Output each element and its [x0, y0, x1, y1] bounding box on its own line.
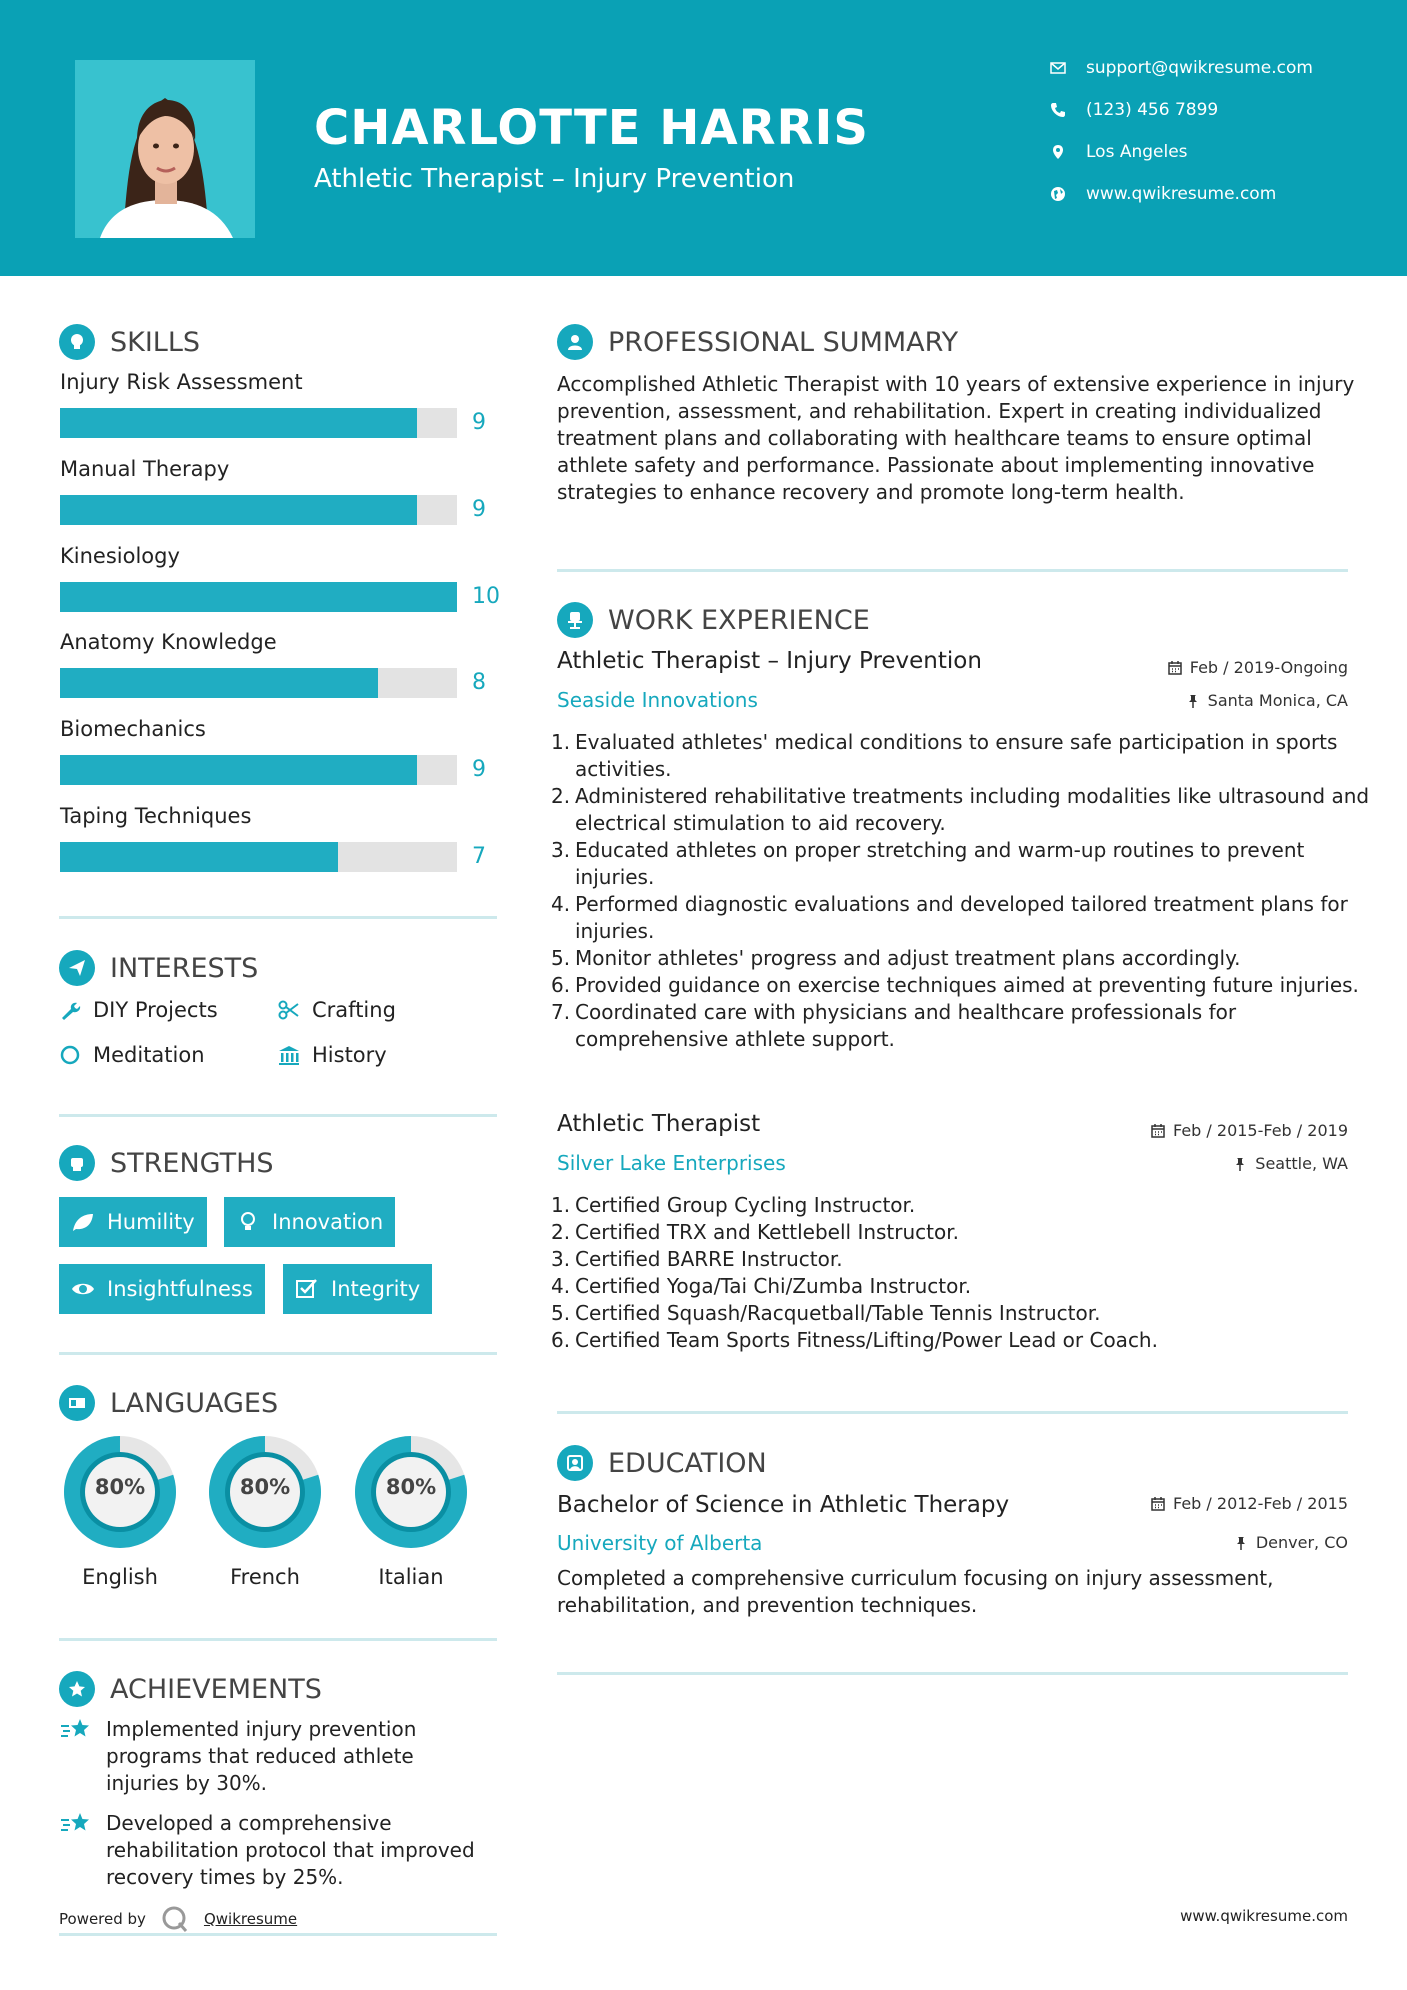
shooting-star-icon [60, 1810, 92, 1838]
achievement-line: injuries by 30%. [106, 1771, 268, 1795]
qwikresume-link[interactable]: Qwikresume [203, 1910, 298, 1928]
achievement-line: recovery times by 25%. [106, 1865, 344, 1889]
star-icon [59, 1671, 95, 1707]
lightbulb-icon [59, 324, 95, 360]
skill-score: 9 [472, 497, 486, 522]
job-bullet: Coordinated care with physicians and healthcare professionals for comprehensive athlete support. [575, 1000, 1237, 1051]
phone-icon [1050, 102, 1066, 118]
job-bullet: Administered rehabilitative treatments including modalities like ultrasound and electrical stimulation to aid recovery. [575, 784, 1370, 835]
interest-item: Crafting [278, 998, 396, 1022]
strength-tag: Integrity [283, 1264, 432, 1314]
summary-heading: PROFESSIONAL SUMMARY [557, 324, 958, 360]
pushpin-icon [1186, 694, 1200, 708]
job-bullet: Educated athletes on proper stretching and warm-up routines to prevent injuries. [575, 838, 1305, 889]
office-chair-icon [557, 602, 593, 638]
skill-bar-fill [60, 495, 417, 525]
interest-item: DIY Projects [59, 998, 218, 1022]
job-bullet: Certified TRX and Kettlebell Instructor. [575, 1220, 959, 1244]
section-divider [59, 1933, 497, 1936]
skill-bar-fill [60, 755, 417, 785]
summary-text: Accomplished Athletic Therapist with 10 years of extensive experience in injury prevention, assessment, and rehabilitation. Expert in creating individualized treatment plans and collaborating with healthcare teams to ensure optimal athlete safety and performance. Passionate about implementing innovative strategies to enhance recovery and promote long-term health. [557, 372, 1355, 504]
skill-label: Kinesiology [60, 544, 180, 568]
skill-bar [60, 755, 457, 785]
interest-item: History [278, 1043, 387, 1067]
shooting-star-icon [60, 1716, 92, 1744]
section-divider [59, 1352, 497, 1355]
skill-label: Anatomy Knowledge [60, 630, 277, 654]
job-bullet: Certified Yoga/Tai Chi/Zumba Instructor. [575, 1274, 972, 1298]
contact-website[interactable] [1050, 184, 1276, 204]
skill-label: Manual Therapy [60, 457, 230, 481]
skill-label: Taping Techniques [60, 804, 252, 828]
job-bullet: Provided guidance on exercise techniques aimed at preventing future injuries. [575, 973, 1359, 997]
contact-email-text: support@qwikresume.com [1086, 58, 1313, 78]
footer-website[interactable]: www.qwikresume.com [1180, 1907, 1348, 1925]
language-donut [350, 1431, 472, 1553]
achievement-item [60, 1716, 416, 1797]
job-bullets [557, 729, 1375, 1053]
strength-tag: Innovation [224, 1197, 395, 1247]
contact-website-text: www.qwikresume.com [1086, 184, 1277, 204]
job-bullet: Certified Group Cycling Instructor. [575, 1193, 916, 1217]
language-name: French [230, 1565, 300, 1589]
fist-icon [59, 1145, 95, 1181]
job-bullet: Performed diagnostic evaluations and developed tailored treatment plans for injuries. [575, 892, 1348, 943]
calendar-icon [1151, 1497, 1165, 1511]
scissors-icon [278, 999, 300, 1021]
education-date: Feb / 2012-Feb / 2015 [1151, 1494, 1348, 1513]
map-pin-icon [1050, 144, 1066, 160]
skill-bar-fill [60, 582, 457, 612]
header-banner [0, 0, 1407, 276]
user-icon [557, 324, 593, 360]
interests-heading: INTERESTS [59, 950, 258, 986]
candidate-name: CHARLOTTE HARRIS [314, 100, 869, 156]
achievement-line: rehabilitation protocol that improved [106, 1838, 475, 1862]
language-percent: 80% [239, 1475, 291, 1499]
graduate-icon [557, 1445, 593, 1481]
lightbulb-icon [236, 1211, 260, 1233]
degree-title: Bachelor of Science in Athletic Therapy [557, 1492, 1010, 1518]
language-card-icon [59, 1385, 95, 1421]
skill-bar-fill [60, 668, 378, 698]
job-location: Santa Monica, CA [1186, 691, 1348, 710]
section-divider [59, 1114, 497, 1117]
education-heading: EDUCATION [557, 1445, 767, 1481]
calendar-icon [1151, 1124, 1165, 1138]
skill-label: Biomechanics [60, 717, 206, 741]
job-bullet: Evaluated athletes' medical conditions to ensure safe participation in sports activities. [575, 730, 1338, 781]
skill-score: 10 [472, 584, 500, 609]
museum-icon [278, 1044, 300, 1066]
strengths-heading: STRENGTHS [59, 1145, 274, 1181]
skill-score: 9 [472, 757, 486, 782]
achievements-heading: ACHIEVEMENTS [59, 1671, 322, 1707]
leaf-icon [71, 1211, 95, 1233]
skill-bar [60, 495, 457, 525]
job-bullet: Monitor athletes' progress and adjust treatment plans accordingly. [575, 946, 1241, 970]
skill-score: 9 [472, 410, 486, 435]
job-bullet: Certified Squash/Racquetball/Table Tennis Instructor. [575, 1301, 1101, 1325]
eye-icon [71, 1278, 95, 1300]
skill-bar-fill [60, 842, 338, 872]
education-text: Completed a comprehensive curriculum focusing on injury assessment, rehabilitation, and prevention techniques. [557, 1566, 1274, 1617]
contact-phone[interactable] [1050, 100, 1218, 120]
achievement-line: Implemented injury prevention [106, 1717, 417, 1741]
wrench-icon [59, 999, 81, 1021]
skill-bar-fill [60, 408, 417, 438]
job-title: Athletic Therapist – Injury Prevention [557, 648, 982, 674]
powered-by [59, 1904, 297, 1934]
skills-heading: SKILLS [59, 324, 200, 360]
skill-bar [60, 582, 457, 612]
paper-plane-icon [59, 950, 95, 986]
contact-location [1050, 142, 1188, 162]
language-donut [204, 1431, 326, 1553]
contact-email[interactable] [1050, 58, 1313, 78]
achievement-line: programs that reduced athlete [106, 1744, 414, 1768]
job-date: Feb / 2019-Ongoing [1168, 658, 1348, 677]
pushpin-icon [1234, 1536, 1248, 1550]
section-divider [557, 1411, 1348, 1414]
language-name: Italian [378, 1565, 444, 1589]
job-company: Silver Lake Enterprises [557, 1151, 786, 1175]
contact-location-text: Los Angeles [1086, 142, 1188, 162]
job-company: Seaside Innovations [557, 688, 758, 712]
education-location: Denver, CO [1234, 1533, 1348, 1552]
job-bullets [557, 1192, 1375, 1354]
circle-icon [59, 1044, 81, 1066]
skill-score: 7 [472, 844, 486, 869]
qwikresume-logo-icon [160, 1904, 190, 1934]
strength-tag: Humility [59, 1197, 207, 1247]
candidate-title: Athletic Therapist – Injury Prevention [314, 164, 795, 194]
pushpin-icon [1233, 1157, 1247, 1171]
profile-photo [75, 60, 255, 238]
job-title: Athletic Therapist [557, 1111, 761, 1137]
job-bullet: Certified Team Sports Fitness/Lifting/Power Lead or Coach. [575, 1328, 1158, 1352]
school-name: University of Alberta [557, 1531, 763, 1555]
skill-bar [60, 842, 457, 872]
language-name: English [82, 1565, 158, 1589]
achievement-item [60, 1810, 475, 1891]
checkbox-icon [295, 1278, 319, 1300]
section-divider [59, 916, 497, 919]
skill-bar [60, 668, 457, 698]
language-donut [59, 1431, 181, 1553]
section-divider [59, 1638, 497, 1641]
powered-by-text: Powered by [59, 1910, 146, 1928]
section-divider [557, 569, 1348, 572]
skill-bar [60, 408, 457, 438]
envelope-icon [1050, 60, 1066, 76]
languages-heading: LANGUAGES [59, 1385, 278, 1421]
job-location: Seattle, WA [1233, 1154, 1348, 1173]
strength-tag: Insightfulness [59, 1264, 265, 1314]
globe-icon [1050, 186, 1066, 202]
contact-phone-text: (123) 456 7899 [1086, 100, 1219, 120]
skill-label: Injury Risk Assessment [60, 370, 303, 394]
job-bullet: Certified BARRE Instructor. [575, 1247, 843, 1271]
interest-item: Meditation [59, 1043, 205, 1067]
experience-heading: WORK EXPERIENCE [557, 602, 870, 638]
skill-score: 8 [472, 670, 486, 695]
achievement-line: Developed a comprehensive [106, 1811, 392, 1835]
language-percent: 80% [94, 1475, 146, 1499]
calendar-icon [1168, 661, 1182, 675]
section-divider [557, 1672, 1348, 1675]
language-percent: 80% [385, 1475, 437, 1499]
job-date: Feb / 2015-Feb / 2019 [1151, 1121, 1348, 1140]
